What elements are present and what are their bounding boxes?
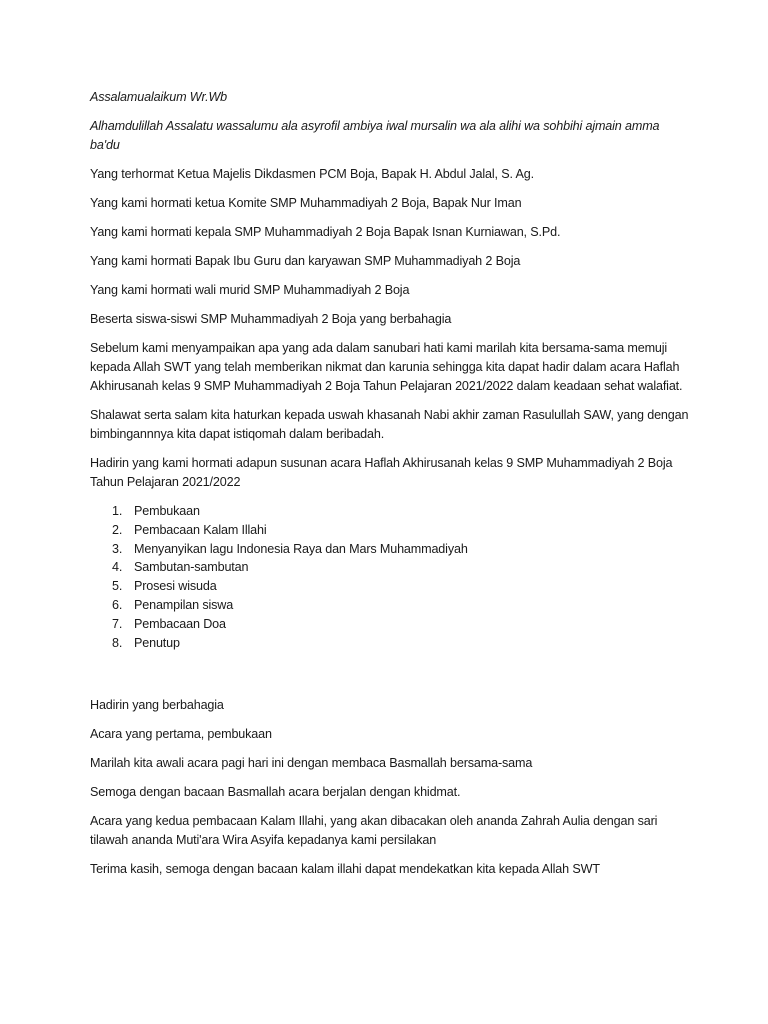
list-number: 7. xyxy=(112,616,123,631)
list-number: 3. xyxy=(112,541,123,556)
salutation-line: Yang kami hormati ketua Komite SMP Muhammadiyah 2 Boja, Bapak Nur Iman xyxy=(90,196,522,210)
closing-line: Marilah kita awali acara pagi hari ini dengan membaca Basmallah bersama-sama xyxy=(90,756,533,771)
list-item xyxy=(90,596,690,615)
closing-line: Terima kasih, semoga dengan bacaan kalam illahi dapat mendekatkan kita kepada Allah SWT xyxy=(90,862,600,877)
agenda-list xyxy=(90,502,690,652)
closing-line: Acara yang kedua pembacaan Kalam Illahi, yang akan dibacakan oleh ananda Zahrah Aulia dengan sari tilawah ananda Muti'ara Wira Asyifa kepadanya kami persilakan xyxy=(90,814,658,848)
shalawat-paragraph: Shalawat serta salam kita haturkan kepada uswah khasanah Nabi akhir zaman Rasulullah SAW, yang dengan bimbingannnya kita dapat istiqomah dalam beribadah. xyxy=(90,408,689,441)
list-item xyxy=(90,540,690,559)
list-item xyxy=(90,634,690,653)
list-text: Penutup xyxy=(134,635,180,650)
list-text: Prosesi wisuda xyxy=(134,579,217,594)
list-text: Pembacaan Doa xyxy=(134,616,226,631)
list-item xyxy=(90,521,690,540)
opening-prayer: Alhamdulillah Assalatu wassalumu ala asyrofil ambiya iwal mursalin wa ala alihi wa sohbihi ajmain amma ba'du xyxy=(90,119,660,152)
list-number: 8. xyxy=(112,635,123,650)
list-item xyxy=(90,558,690,577)
salutation-line: Yang terhormat Ketua Majelis Dikdasmen PCM Boja, Bapak H. Abdul Jalal, S. Ag. xyxy=(90,167,534,181)
list-text: Sambutan-sambutan xyxy=(134,560,249,575)
closing-line: Acara yang pertama, pembukaan xyxy=(90,727,272,742)
agenda-intro-paragraph: Hadirin yang kami hormati adapun susunan acara Haflah Akhirusanah kelas 9 SMP Muhammadiyah 2 Boja Tahun Pelajaran 2021/2022 xyxy=(90,456,673,489)
list-number: 2. xyxy=(112,522,123,537)
salutation-line: Beserta siswa-siswi SMP Muhammadiyah 2 Boja yang berbahagia xyxy=(90,312,452,326)
document-page xyxy=(90,88,690,889)
closing-line: Hadirin yang berbahagia xyxy=(90,698,224,713)
closing-line: Semoga dengan bacaan Basmallah acara berjalan dengan khidmat. xyxy=(90,785,461,800)
list-text: Pembukaan xyxy=(134,504,200,518)
list-number: 5. xyxy=(112,579,123,594)
list-number: 1. xyxy=(112,504,123,518)
salutation-line: Yang kami hormati wali murid SMP Muhammadiyah 2 Boja xyxy=(90,283,410,297)
greeting: Assalamualaikum Wr.Wb xyxy=(90,90,228,104)
list-item xyxy=(90,502,690,521)
list-item xyxy=(90,615,690,634)
list-number: 6. xyxy=(112,597,123,612)
list-text: Menyanyikan lagu Indonesia Raya dan Mars Muhammadiyah xyxy=(134,541,468,556)
salutation-line: Yang kami hormati Bapak Ibu Guru dan karyawan SMP Muhammadiyah 2 Boja xyxy=(90,254,521,268)
list-text: Pembacaan Kalam Illahi xyxy=(134,522,267,537)
salutation-line: Yang kami hormati kepala SMP Muhammadiyah 2 Boja Bapak Isnan Kurniawan, S.Pd. xyxy=(90,225,561,239)
list-number: 4. xyxy=(112,560,123,575)
list-text: Penampilan siswa xyxy=(134,597,234,612)
list-item xyxy=(90,577,690,596)
intro-paragraph: Sebelum kami menyampaikan apa yang ada dalam sanubari hati kami marilah kita bersama-sama memuji kepada Allah SWT yang telah memberikan nikmat dan karunia sehingga kita dapat hadir dalam acara Haflah Akhirusanah kelas 9 SMP Muhammadiyah 2 Boja Tahun Pelajaran 2021/2022 dalam keadaan sehat walafiat. xyxy=(90,341,683,393)
